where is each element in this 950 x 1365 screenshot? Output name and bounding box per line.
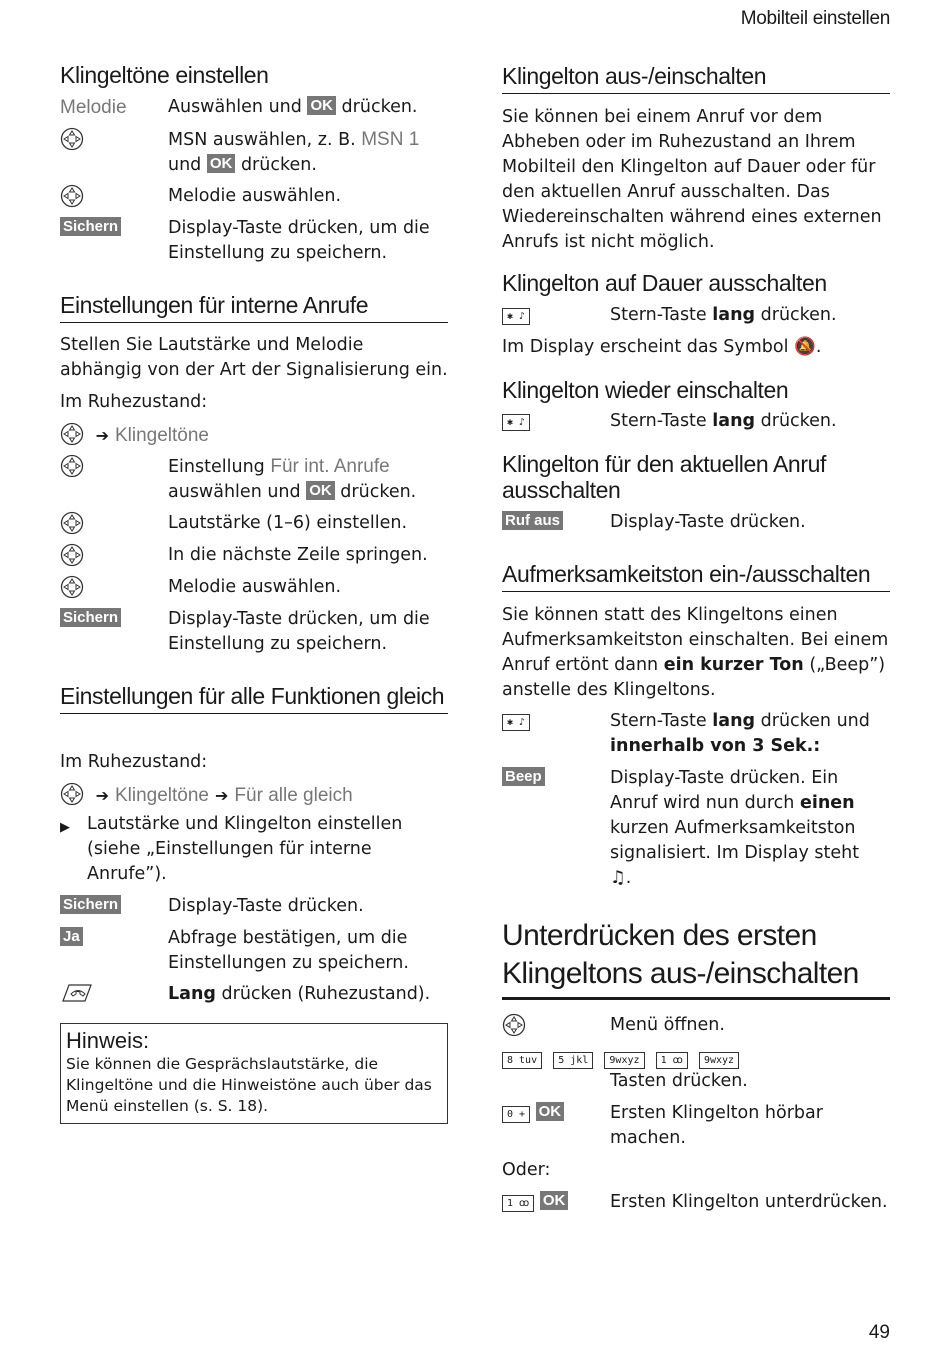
display-note: Im Display erscheint das Symbol 🔕. — [502, 337, 822, 357]
arrow-right-icon: ➔ — [95, 426, 109, 445]
step-text: drücken. — [341, 97, 418, 117]
softkey-ja: Ja — [60, 927, 83, 946]
emphasis-text: lang — [712, 305, 756, 325]
step-text: Stern-Taste — [610, 305, 707, 325]
step-row — [60, 926, 448, 976]
step-row — [60, 454, 448, 505]
key-sequence — [502, 1049, 890, 1069]
section-intro — [502, 603, 890, 703]
menu-path — [60, 782, 448, 809]
step-text: Auswählen und — [168, 97, 302, 117]
step-text: drücken. — [760, 305, 837, 325]
intro-text: („Beep”) anstelle des Klingeltons. — [502, 655, 886, 700]
arrow-right-icon: ➔ — [95, 786, 109, 805]
idle-label: Im Ruhezustand: — [60, 392, 208, 412]
step-text: Display-Taste drücken. — [610, 512, 806, 532]
section-intro: Sie können bei einem Anruf vor dem Abheben oder im Ruhezustand an Ihrem Mobilteil den Klingelton auf Dauer oder für den aktuellen Anruf ausschalten. Das Wiedereinschalten während eines externen Anrufs ist nicht möglich. — [502, 107, 882, 252]
hint-title: Hinweis: — [66, 1028, 150, 1053]
step-row — [502, 709, 890, 759]
control-key-icon — [60, 184, 84, 208]
ringer-off-icon: 🔕 — [794, 337, 816, 357]
step-row — [60, 95, 448, 120]
emphasis-text: lang — [712, 411, 756, 431]
control-key-icon — [60, 782, 84, 806]
menu-option-melodie: Melodie — [60, 97, 127, 118]
section-title-internal-calls: Einstellungen für interne Anrufe — [60, 292, 448, 323]
step-row: Beep Display-Taste drücken. Ein Anruf wird nun durch einen kurzen Aufmerksamkeitston signalisiert. Im Display steht ♫. — [502, 766, 890, 891]
control-key-icon — [60, 511, 84, 535]
step-row — [502, 1101, 890, 1151]
step-row — [502, 1013, 890, 1040]
step-row — [502, 409, 890, 434]
step-row — [60, 982, 448, 1008]
star-key-icon: ✱ ♪ — [502, 414, 530, 431]
step-text: Display-Taste drücken. Ein Anruf wird nun durch — [610, 768, 839, 813]
bullet-text: Lautstärke und Klingelton einstellen (siehe „Einstellungen für interne Anrufe”). — [87, 814, 403, 884]
step-text: und — [168, 155, 202, 175]
menu-path — [60, 422, 448, 449]
step-text: drücken. — [760, 411, 837, 431]
control-key-icon — [60, 127, 84, 151]
step-text: Stern-Taste — [610, 711, 707, 731]
step-text: Ersten Klingelton hörbar machen. — [610, 1103, 823, 1148]
emphasis-text: innerhalb von 3 Sek.: — [610, 736, 821, 756]
step-text: kurzen Aufmerksamkeitston signalisiert. Im Display steht — [610, 818, 860, 863]
step-text: Tasten drücken. — [610, 1071, 748, 1091]
ok-key: OK — [307, 96, 336, 115]
bullet-triangle-icon: ▶ — [60, 820, 70, 835]
control-key-icon — [60, 454, 84, 478]
menu-option-msn: MSN 1 — [361, 129, 420, 150]
emphasis-text: ein kurzer Ton — [663, 655, 804, 675]
softkey-ruf-aus: Ruf aus — [502, 511, 563, 530]
section-title-ringtone-toggle: Klingelton aus-/einschalten — [502, 63, 890, 94]
step-text: Melodie auswählen. — [168, 186, 342, 206]
control-key-icon — [502, 1013, 526, 1037]
subsection-title-current-call: Klingelton für den aktuellen Anruf ausschalten — [502, 451, 826, 503]
step-row — [60, 127, 448, 178]
softkey-sichern: Sichern — [60, 217, 121, 236]
hint-body: Sie können die Gesprächslautstärke, die Klingeltöne und die Hinweistöne auch über das Menü einstellen (s. S. 18). — [66, 1055, 432, 1115]
menu-option: Für alle gleich — [234, 785, 353, 806]
subsection-title-reenable: Klingelton wieder einschalten — [502, 377, 789, 403]
step-text: MSN auswählen, z. B. — [168, 130, 356, 150]
control-key-icon — [60, 543, 84, 567]
step-row — [502, 1190, 890, 1215]
end-call-key-icon — [60, 982, 94, 1004]
section-title-all-functions: Einstellungen für alle Funktionen gleich — [60, 683, 448, 714]
step-text: In die nächste Zeile springen. — [168, 545, 428, 565]
ok-key: OK — [536, 1102, 565, 1121]
menu-option: Für int. Anrufe — [270, 456, 390, 477]
step-text: Einstellung — [168, 457, 265, 477]
menu-option: Klingeltöne — [114, 425, 210, 446]
ok-key: OK — [306, 481, 335, 500]
step-text: Ersten Klingelton unterdrücken. — [610, 1192, 888, 1212]
step-row — [60, 575, 448, 602]
section-title-ringtones: Klingeltöne einstellen — [60, 62, 269, 88]
star-key-icon: ✱ ♪ — [502, 308, 530, 325]
emphasis-text: einen — [799, 793, 855, 813]
step-text: Im Display erscheint das Symbol — [502, 337, 789, 357]
emphasis-text: lang — [712, 711, 756, 731]
step-row — [60, 511, 448, 538]
digit-key-icon: 9wxyz — [699, 1052, 739, 1069]
softkey-sichern: Sichern — [60, 608, 121, 627]
star-key-icon: ✱ ♪ — [502, 714, 530, 731]
menu-option: Klingeltöne — [114, 785, 210, 806]
step-text: Abfrage bestätigen, um die Einstellungen zu speichern. — [168, 928, 409, 973]
digit-key-icon: 8 tuv — [502, 1052, 542, 1069]
section-title-attention-tone: Aufmerksamkeitston ein-/ausschalten — [502, 561, 890, 592]
step-row — [502, 303, 890, 328]
step-text: Display-Taste drücken, um die Einstellung zu speichern. — [168, 609, 430, 654]
step-text: drücken. — [240, 155, 317, 175]
zero-key-icon: 0 + — [502, 1106, 530, 1123]
step-text: Display-Taste drücken, um die Einstellung zu speichern. — [168, 218, 430, 263]
step-text: Display-Taste drücken. — [168, 896, 364, 916]
step-text: drücken (Ruhezustand). — [221, 984, 431, 1004]
step-row — [60, 216, 448, 266]
arrow-right-icon: ➔ — [215, 786, 229, 805]
or-label: Oder: — [502, 1160, 551, 1180]
hint-box — [60, 1023, 448, 1124]
main-section-title: Unterdrücken des ersten Klingeltons aus-/einschalten — [502, 917, 890, 1000]
running-header: Mobilteil einstellen — [740, 8, 890, 29]
digit-key-icon: 9wxyz — [604, 1052, 644, 1069]
page-number: 49 — [868, 1322, 890, 1343]
control-key-icon — [60, 575, 84, 599]
softkey-sichern: Sichern — [60, 895, 121, 914]
subsection-title-permanent-off: Klingelton auf Dauer ausschalten — [502, 270, 827, 296]
beep-symbol-icon: ♫ — [610, 868, 626, 888]
control-key-icon — [60, 422, 84, 446]
ok-key: OK — [540, 1191, 569, 1210]
emphasis-text: Lang — [168, 984, 216, 1004]
step-row — [502, 510, 890, 535]
step-text: Stern-Taste — [610, 411, 707, 431]
step-text: drücken und — [760, 711, 870, 731]
bullet-item — [60, 812, 448, 887]
step-text: Lautstärke (1–6) einstellen. — [168, 513, 408, 533]
ok-key: OK — [207, 154, 236, 173]
step-row — [60, 543, 448, 570]
step-text: auswählen und — [168, 482, 301, 502]
step-text: Melodie auswählen. — [168, 577, 342, 597]
step-text: drücken. — [340, 482, 417, 502]
one-key-icon: 1 ꝏ — [502, 1195, 534, 1212]
step-row — [60, 894, 448, 919]
digit-key-icon: 1 ꝏ — [656, 1052, 688, 1069]
section-intro: Stellen Sie Lautstärke und Melodie abhängig von der Art der Signalisierung ein. — [60, 335, 448, 380]
step-row — [60, 184, 448, 211]
step-row — [60, 607, 448, 657]
intro-text: Sie können statt des Klingeltons einen Aufmerksamkeitston einschalten. Bei einem Anruf ertönt dann — [502, 605, 889, 675]
digit-key-icon: 5 jkl — [553, 1052, 593, 1069]
idle-label: Im Ruhezustand: — [60, 752, 208, 772]
softkey-beep: Beep — [502, 767, 545, 786]
step-text: Menü öffnen. — [610, 1015, 725, 1035]
